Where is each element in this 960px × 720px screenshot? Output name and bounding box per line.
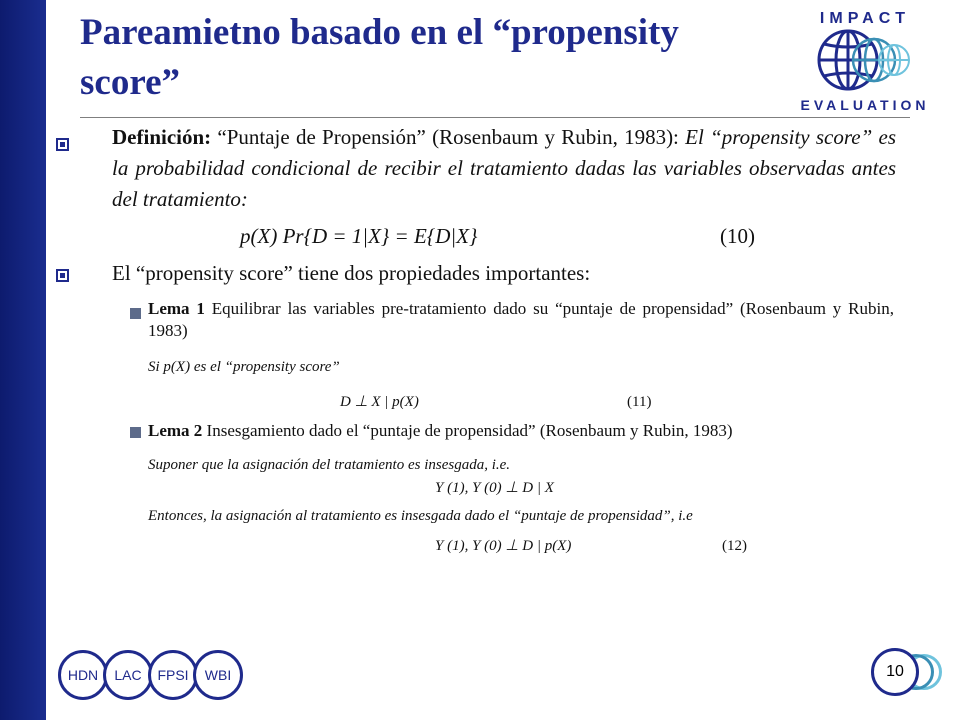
org-fpsi: FPSI [148,650,198,700]
bullet-marker [56,269,69,282]
definition-paragraph [112,122,896,215]
bullet-marker [56,138,69,151]
sub-bullet-marker [130,427,141,438]
equation-11-number: (11) [627,394,652,410]
org-lac: LAC [103,650,153,700]
lema2-paragraph [148,420,894,442]
equation-12: Y (1), Y (0) ⊥ D | p(X) [435,538,572,554]
org-wbi: WBI [193,650,243,700]
lema1-text: Equilibrar las variables pre-tratamiento dado su “puntaje de propensidad” (Rosenbaum y Rubin, 1983) [148,299,894,340]
lema2-conclusion: Entonces, la asignación al tratamiento es insesgada dado el “puntaje de propensidad”, i.e [148,508,693,524]
equation-11: D ⊥ X | p(X) [340,394,419,410]
sub-bullet-marker [130,308,141,319]
properties-paragraph: El “propensity score” tiene dos propiedades importantes: [112,261,591,285]
left-accent-bar [0,0,46,720]
lema2-label: Lema 2 [148,421,203,440]
definition-italic-text: El “propensity score” es la probabilidad condicional de recibir el tratamiento dadas las variables observadas antes del tratamiento: [112,125,896,211]
equation-10-number: (10) [720,224,755,248]
lema1-paragraph [148,298,894,342]
org-hdn: HDN [58,650,108,700]
page-number: 10 [871,648,919,696]
impact-evaluation-logo [798,4,932,116]
definition-label: Definición: [112,125,212,149]
title-divider [80,117,910,118]
lema2-text: Insesgamiento dado el “puntaje de propensidad” (Rosenbaum y Rubin, 1983) [202,421,733,440]
footer-org-logos [58,650,258,708]
definition-text: “Puntaje de Propensión” (Rosenbaum y Rubin, 1983): [211,125,679,149]
lema2-assumption: Suponer que la asignación del tratamiento es insesgada, i.e. [148,457,511,473]
equation-unconfounded: Y (1), Y (0) ⊥ D | X [435,480,554,496]
svg-text:EVALUATION: EVALUATION [800,97,930,113]
equation-10: p(X) Pr{D = 1|X} = E{D|X} [240,224,478,248]
lema1-label: Lema 1 [148,299,205,318]
lema1-condition: Si p(X) es el “propensity score” [148,359,340,375]
svg-text:IMPACT: IMPACT [819,10,911,27]
slide-title: Pareamietno basado en el “propensity score” [80,12,679,103]
equation-12-number: (12) [722,538,747,554]
